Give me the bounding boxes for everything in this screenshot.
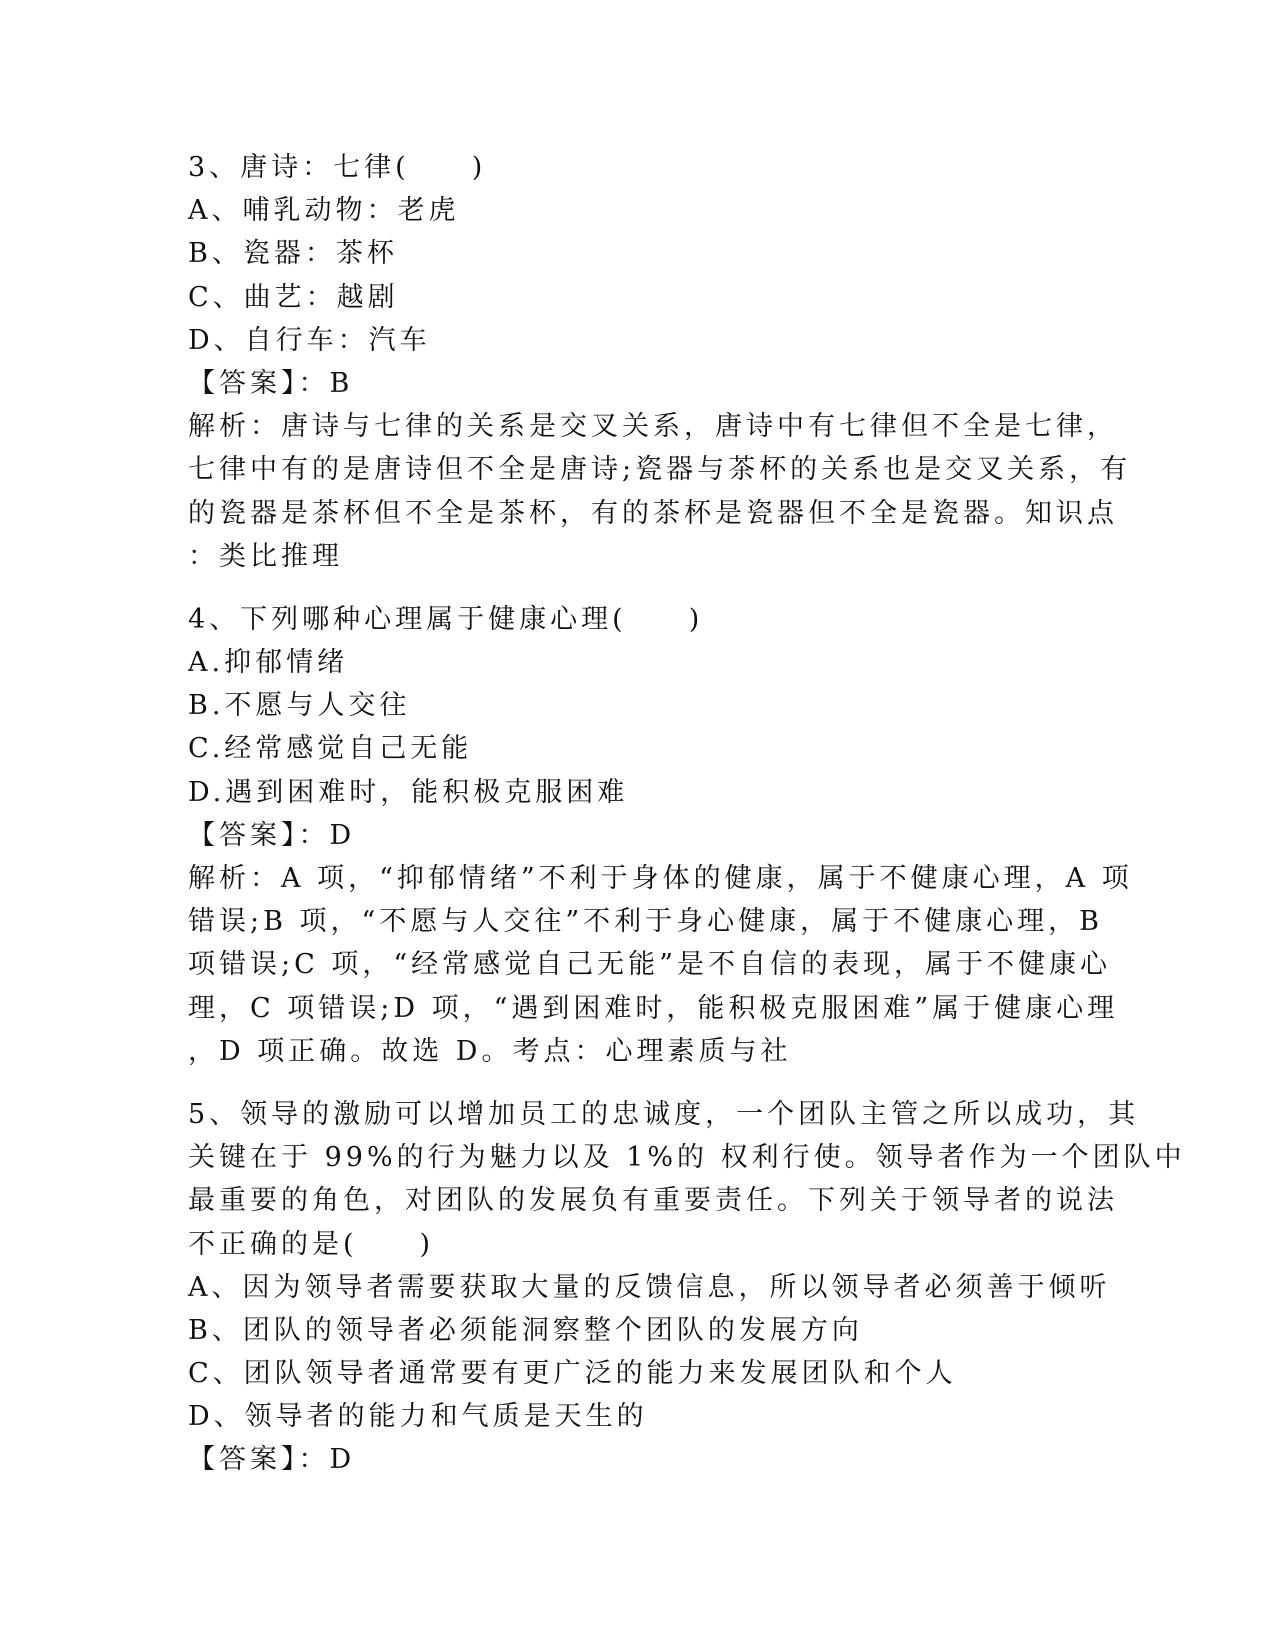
option-d: D.遇到困难时，能积极克服困难 — [188, 776, 629, 808]
document-content — [188, 146, 1186, 1482]
question-stem: 5、领导的激励可以增加员工的忠诚度，一个团队主管之所以成功，其 — [188, 1098, 1140, 1130]
question-5 — [188, 1093, 1186, 1482]
analysis-line: ：类比推理 — [188, 540, 343, 572]
question-gap — [188, 578, 1088, 598]
answer-line: 【答案】：D — [188, 1444, 356, 1476]
question-stem: 关键在于 99%的行为魅力以及 1%的 权利行使。领导者作为一个团队中 — [188, 1142, 1186, 1174]
option-c: C、团队领导者通常要有更广泛的能力来发展团队和个人 — [188, 1358, 957, 1390]
analysis-line: 的瓷器是茶杯但不全是茶杯，有的茶杯是瓷器但不全是瓷器。知识点 — [188, 497, 1118, 529]
analysis-line: ，D 项正确。故选 D。考点：心理素质与社 — [188, 1035, 792, 1067]
option-c: C.经常感觉自己无能 — [188, 733, 473, 765]
question-3 — [188, 146, 1132, 578]
option-d: D、领导者的能力和气质是天生的 — [188, 1401, 648, 1433]
question-stem: 4、下列哪种心理属于健康心理( ) — [188, 603, 704, 635]
analysis-line: 理，C 项错误;D 项，“遇到困难时，能积极克服困难”属于健康心理 — [188, 992, 1119, 1024]
analysis-line: 解析：唐诗与七律的关系是交叉关系，唐诗中有七律但不全是七律， — [188, 411, 1118, 443]
answer-line: 【答案】：D — [188, 819, 356, 851]
option-a: A.抑郁情绪 — [188, 647, 349, 679]
answer-line: 【答案】：B — [188, 367, 354, 399]
analysis-line: 解析：A 项，“抑郁情绪”不利于身体的健康，属于不健康心理，A 项 — [188, 863, 1133, 894]
question-4 — [188, 598, 1133, 1073]
option-b: B.不愿与人交往 — [188, 690, 411, 722]
question-stem: 不正确的是( ) — [188, 1228, 435, 1260]
option-a: A、哺乳动物：老虎 — [188, 195, 460, 227]
analysis-line: 项错误;C 项，“经常感觉自己无能”是不自信的表现，属于不健康心 — [188, 949, 1111, 981]
analysis-line: 错误;B 项，“不愿与人交往”不利于身心健康，属于不健康心理，B — [188, 906, 1103, 938]
option-b: B、团队的领导者必须能洞察整个团队的发展方向 — [188, 1314, 863, 1346]
question-stem: 最重要的角色，对团队的发展负有重要责任。下列关于领导者的说法 — [188, 1185, 1118, 1217]
analysis-line: 七律中有的是唐诗但不全是唐诗;瓷器与茶杯的关系也是交叉关系，有 — [188, 454, 1132, 486]
question-stem: 3、唐诗：七律( ) — [188, 152, 487, 183]
option-a: A、因为领导者需要获取大量的反馈信息，所以领导者必须善于倾听 — [188, 1271, 1111, 1303]
option-c: C、曲艺：越剧 — [188, 281, 399, 313]
option-b: B、瓷器：茶杯 — [188, 238, 398, 270]
option-d: D、自行车：汽车 — [188, 324, 431, 356]
question-gap — [188, 1073, 1088, 1093]
